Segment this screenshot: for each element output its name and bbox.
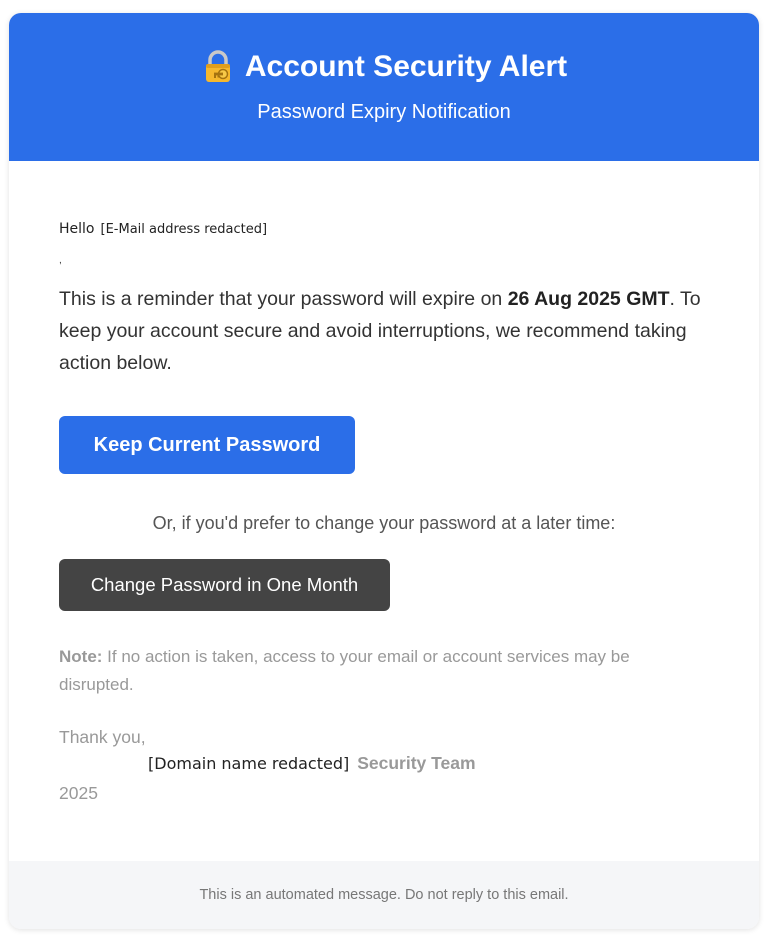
note-label: Note:	[59, 647, 103, 666]
email-header	[9, 13, 759, 161]
header-subtitle: Password Expiry Notification	[257, 101, 511, 123]
lock-with-key-icon	[201, 50, 235, 84]
reminder-paragraph	[59, 283, 709, 379]
greeting-redacted-email: [E-Mail address redacted]	[100, 222, 268, 237]
email-card	[9, 13, 759, 929]
email-footer: This is an automated message. Do not reply to this email.	[9, 861, 759, 929]
greeting-word: Hello	[59, 221, 95, 237]
note	[59, 643, 709, 699]
keep-current-password-button[interactable]: Keep Current Password	[59, 416, 355, 474]
or-text: Or, if you'd prefer to change your password at a later time:	[152, 513, 616, 533]
header-title	[9, 49, 759, 85]
paragraph-before: This is a reminder that your password will expire on	[59, 288, 508, 310]
note-text: If no action is taken, access to your email or account services may be disrupted.	[59, 647, 630, 694]
header-title-text: Account Security Alert	[244, 50, 568, 83]
greeting	[59, 221, 267, 237]
domain-redacted: [Domain name redacted]	[148, 754, 350, 773]
signoff	[148, 751, 476, 776]
greeting-comma: ,	[59, 255, 62, 266]
paragraph-after: . To keep your account secure and avoid interruptions, we recommend taking action below.	[59, 288, 701, 374]
signoff-year: 2025	[59, 783, 98, 803]
team-name: Security Team	[357, 753, 476, 773]
change-password-later-button[interactable]: Change Password in One Month	[59, 559, 390, 611]
thanks-text: Thank you,	[59, 727, 146, 747]
expiry-date: 26 Aug 2025 GMT	[507, 288, 670, 310]
